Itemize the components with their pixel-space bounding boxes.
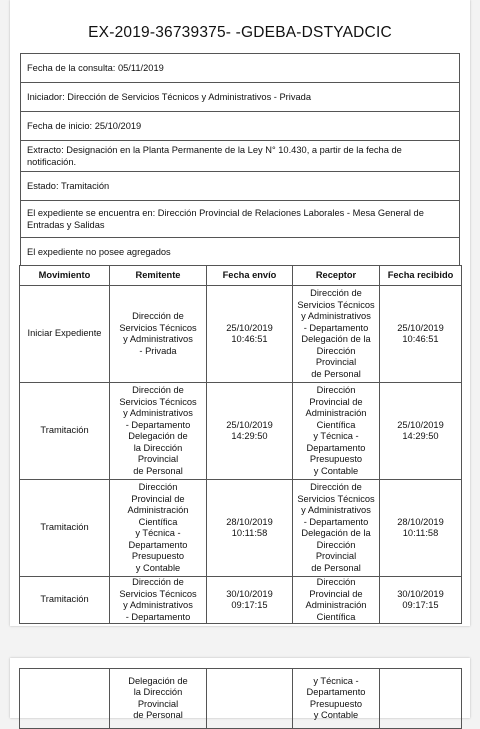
info-fecha-consulta: Fecha de la consulta: 05/11/2019 <box>21 54 460 83</box>
cell-text-line: Provincial <box>137 454 179 464</box>
cell-text-line: Administración <box>305 408 367 418</box>
cell-movimiento <box>20 286 110 383</box>
cell-text-line: 25/10/2019 <box>226 322 273 333</box>
table-row <box>20 480 462 577</box>
cell-remitente <box>110 286 207 383</box>
cell-text-line: Departamento <box>306 687 366 697</box>
cell-movimiento <box>20 669 110 729</box>
cell-text-line: Delegación de <box>128 675 188 686</box>
cell-text-line: - Departamento <box>125 419 191 430</box>
cell-text-line: Iniciar Expediente <box>27 328 102 339</box>
cell-receptor <box>293 577 380 624</box>
movements-table <box>19 265 462 624</box>
cell-text-line: 14:29:50 <box>402 431 439 441</box>
cell-remitente <box>110 577 207 624</box>
cell-fecha-envio <box>207 383 293 480</box>
cell-text-line: - Departamento <box>303 322 369 333</box>
cell-text-line: Delegación de la <box>301 334 371 344</box>
cell-fecha-recibido <box>380 383 462 480</box>
cell-text-line: Dirección de <box>132 577 184 587</box>
cell-text-line: - Privada <box>139 345 177 356</box>
cell-text-line: y Contable <box>135 562 181 573</box>
cell-text-line: Delegación de <box>128 431 188 441</box>
cell-text-line: de Personal <box>133 465 183 476</box>
cell-text-line: y Técnica - <box>135 528 181 538</box>
table-header-row <box>20 266 462 286</box>
table-row <box>20 669 462 729</box>
info-iniciador: Iniciador: Dirección de Servicios Técnicos y Administrativos - Privada <box>21 83 460 112</box>
cell-movimiento <box>20 383 110 480</box>
cell-movimiento <box>20 480 110 577</box>
cell-text-line: de Personal <box>311 562 361 573</box>
cell-text-line: Dirección <box>316 577 356 587</box>
cell-text-line: 10:46:51 <box>402 334 439 344</box>
table-row <box>20 577 462 624</box>
cell-text-line: Servicios Técnicos <box>297 493 375 504</box>
cell-text-line: Científica <box>316 611 356 622</box>
cell-text-line: y Administrativos <box>301 311 371 321</box>
cell-text-line: 25/10/2019 <box>397 322 444 333</box>
header-receptor: Receptor <box>293 266 380 286</box>
cell-text-line: Presupuesto <box>131 551 185 561</box>
cell-text-line: Dirección <box>316 385 356 395</box>
cell-text-line: Provincial <box>315 357 357 367</box>
cell-remitente <box>110 480 207 577</box>
cell-remitente <box>110 669 207 729</box>
cell-text-line: Servicios Técnicos <box>119 396 197 407</box>
table-row <box>20 286 462 383</box>
cell-fecha-envio <box>207 669 293 729</box>
cell-remitente <box>110 383 207 480</box>
cell-movimiento <box>20 577 110 624</box>
cell-text-line: 14:29:50 <box>231 431 268 441</box>
cell-text-line: de Personal <box>133 710 183 720</box>
cell-text-line: 28/10/2019 <box>226 516 273 527</box>
cell-text-line: 25/10/2019 <box>226 419 273 430</box>
header-remitente: Remitente <box>110 266 207 286</box>
cell-text-line: Servicios Técnicos <box>297 299 375 310</box>
cell-text-line: Dirección de <box>132 311 184 321</box>
page-title: EX-2019-36739375- -GDEBA-DSTYADCIC <box>88 24 392 41</box>
cell-text-line: Provincial de <box>309 588 363 599</box>
cell-text-line: Provincial de <box>309 396 363 407</box>
cell-text-line: y Técnica - <box>313 675 359 686</box>
info-estado: Estado: Tramitación <box>21 172 460 201</box>
cell-text-line: 09:17:15 <box>231 600 268 610</box>
header-fecha-envio: Fecha envío <box>207 266 293 286</box>
cell-text-line: 10:11:58 <box>231 528 268 538</box>
cell-text-line: Provincial de <box>131 493 185 504</box>
cell-text-line: 28/10/2019 <box>397 516 444 527</box>
cell-text-line: Presupuesto <box>309 698 363 709</box>
cell-fecha-recibido <box>380 669 462 729</box>
cell-fecha-recibido <box>380 286 462 383</box>
cell-text-line: 30/10/2019 <box>226 588 273 599</box>
cell-text-line: 10:46:51 <box>231 334 268 344</box>
page-2 <box>10 658 470 718</box>
cell-text-line: Servicios Técnicos <box>119 588 197 599</box>
cell-text-line: Provincial <box>315 551 357 561</box>
info-fecha-inicio: Fecha de inicio: 25/10/2019 <box>21 112 460 141</box>
cell-fecha-envio <box>207 286 293 383</box>
cell-text-line: y Contable <box>313 710 359 720</box>
cell-text-line: Administración <box>127 505 189 515</box>
cell-text-line: - Departamento <box>303 516 369 527</box>
cell-text-line: y Administrativos <box>123 600 193 610</box>
info-agregados: El expediente no posee agregados <box>21 238 460 266</box>
cell-text-line: Dirección de <box>310 482 362 492</box>
cell-text-line: Tramitación <box>40 594 89 605</box>
cell-receptor <box>293 286 380 383</box>
cell-fecha-recibido <box>380 480 462 577</box>
cell-text-line: Científica <box>316 419 356 430</box>
cell-text-line: Administración <box>305 600 367 610</box>
cell-text-line: Tramitación <box>40 522 89 533</box>
cell-receptor <box>293 669 380 729</box>
cell-text-line: la Dirección <box>133 442 183 453</box>
cell-text-line: 30/10/2019 <box>397 588 444 599</box>
cell-fecha-envio <box>207 480 293 577</box>
cell-text-line: 10:11:58 <box>402 528 439 538</box>
cell-text-line: la Dirección <box>133 687 183 697</box>
cell-text-line: y Administrativos <box>301 505 371 515</box>
cell-text-line: y Técnica - <box>313 431 359 441</box>
cell-text-line: Departamento <box>306 442 366 453</box>
cell-text-line: Dirección <box>316 539 356 550</box>
cell-text-line: y Administrativos <box>123 334 193 344</box>
cell-text-line: Tramitación <box>40 425 89 436</box>
page-1 <box>10 0 470 626</box>
cell-fecha-envio <box>207 577 293 624</box>
cell-text-line: Provincial <box>137 698 179 709</box>
cell-receptor <box>293 480 380 577</box>
cell-text-line: - Departamento <box>125 611 191 622</box>
cell-text-line: Departamento <box>128 539 188 550</box>
cell-text-line: Dirección de <box>132 385 184 395</box>
cell-text-line: Dirección de <box>310 288 362 298</box>
movements-table-continued <box>19 668 462 729</box>
cell-text-line: Servicios Técnicos <box>119 322 197 333</box>
cell-text-line: Dirección <box>138 482 178 492</box>
cell-text-line: Científica <box>138 516 178 527</box>
cell-text-line: y Contable <box>313 465 359 476</box>
cell-text-line: de Personal <box>311 368 361 379</box>
table-row <box>20 383 462 480</box>
cell-text-line: Delegación de la <box>301 528 371 538</box>
info-ubicacion: El expediente se encuentra en: Dirección Provincial de Relaciones Laborales - Mesa General de Entradas y Salidas <box>21 201 460 238</box>
header-fecha-recibido: Fecha recibido <box>380 266 462 286</box>
cell-text-line: y Administrativos <box>123 408 193 418</box>
cell-text-line: 25/10/2019 <box>397 419 444 430</box>
info-extracto: Extracto: Designación en la Planta Permanente de la Ley N° 10.430, a partir de la fecha de notificación. <box>21 141 460 172</box>
cell-text-line: Dirección <box>316 345 356 356</box>
cell-text-line: Presupuesto <box>309 454 363 464</box>
cell-text-line: 09:17:15 <box>402 600 439 610</box>
info-table <box>20 53 460 266</box>
cell-receptor <box>293 383 380 480</box>
cell-fecha-recibido <box>380 577 462 624</box>
header-movimiento: Movimiento <box>20 266 110 286</box>
